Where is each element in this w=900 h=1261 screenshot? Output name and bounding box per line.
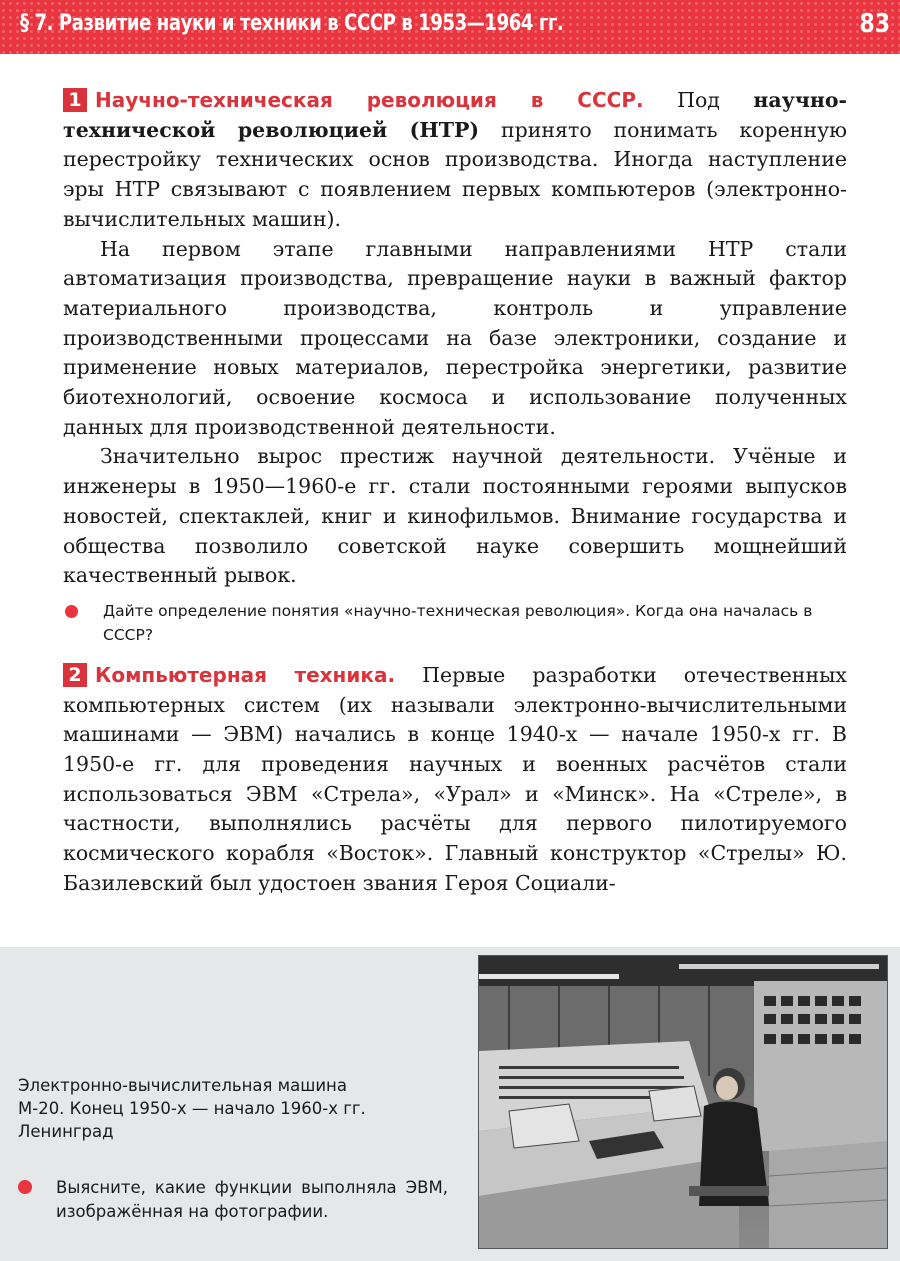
section1-paragraph3: Значительно вырос престиж научной деятельности. Учёные и инженеры в 1950—1960-е гг. стали постоянными героями выпусков новостей, спектаклей, книг и кинофильмов. Внимание государства и общества позволило советской науке совершить мощнейший качественный рывок. xyxy=(63,444,847,588)
main-text xyxy=(63,86,847,899)
text-run: Под xyxy=(643,88,754,112)
page-header xyxy=(0,0,900,54)
section1-title: Научно-техническая революция в СССР. xyxy=(95,88,644,112)
text-run: Первые разработки отечественных компьютерных систем (их называли электронно-вычислительными машинами — ЭВМ) начались в конце 1940-х — начале 1950-х гг. В 1950-е гг. для проведения научных и военных расчётов стали использоваться ЭВМ «Стрела», «Урал» и «Минск». На «Стреле», в частности, выполнялись расчёты для первого пилотируемого космического корабля «Восток». Главный конструктор «Стрелы» Ю. Базилевский был удостоен звания Героя Социали- xyxy=(63,662,847,895)
section1-paragraph1 xyxy=(63,86,847,235)
section1-paragraph2: На первом этапе главными направлениями НТР стали автоматизация производства, превращение науки в важный фактор материального производства, контроль и управление производственными процессами на базе электроники, создание и применение новых материалов, перестройка энергетики, развитие биотехнологий, освоение космоса и использование полученных данных для производственной деятельности. xyxy=(63,236,847,439)
bullet-dot-icon xyxy=(65,605,78,618)
bullet-dot-icon xyxy=(18,1180,32,1194)
page-number: 83 xyxy=(859,9,890,39)
computer-photo xyxy=(478,955,888,1249)
section-number-badge: 1 xyxy=(63,88,87,112)
caption-line: М-20. Конец 1950-х — начало 1960-х гг. xyxy=(18,1099,366,1118)
caption-line: Электронно-вычислительная машина xyxy=(18,1076,347,1095)
question-block xyxy=(63,599,847,647)
term-ntr: научно-технической революцией (НТР) xyxy=(63,88,848,142)
photo-illustration xyxy=(479,956,887,1248)
section2-paragraph1 xyxy=(63,661,847,899)
section2-title: Компьютерная техника. xyxy=(95,662,396,687)
caption-line: Ленинград xyxy=(18,1122,114,1141)
figure-question-text: Выясните, какие функции выполняла ЭВМ, изображённая на фотографии. xyxy=(56,1178,448,1221)
section-number-badge: 2 xyxy=(63,663,87,687)
figure-question xyxy=(18,1176,448,1224)
question-text: Дайте определение понятия «научно-техническая революция». Когда она началась в СССР? xyxy=(103,601,813,644)
text-run: принято понимать коренную перестройку технических основ производства. Иногда наступление эры НТР связывают с появлением первых компьютеров (электронно-вычислительных машин). xyxy=(63,117,847,231)
chapter-title: § 7. Развитие науки и техники в СССР в 1953—1964 гг. xyxy=(20,11,564,36)
figure-caption xyxy=(18,1074,448,1143)
